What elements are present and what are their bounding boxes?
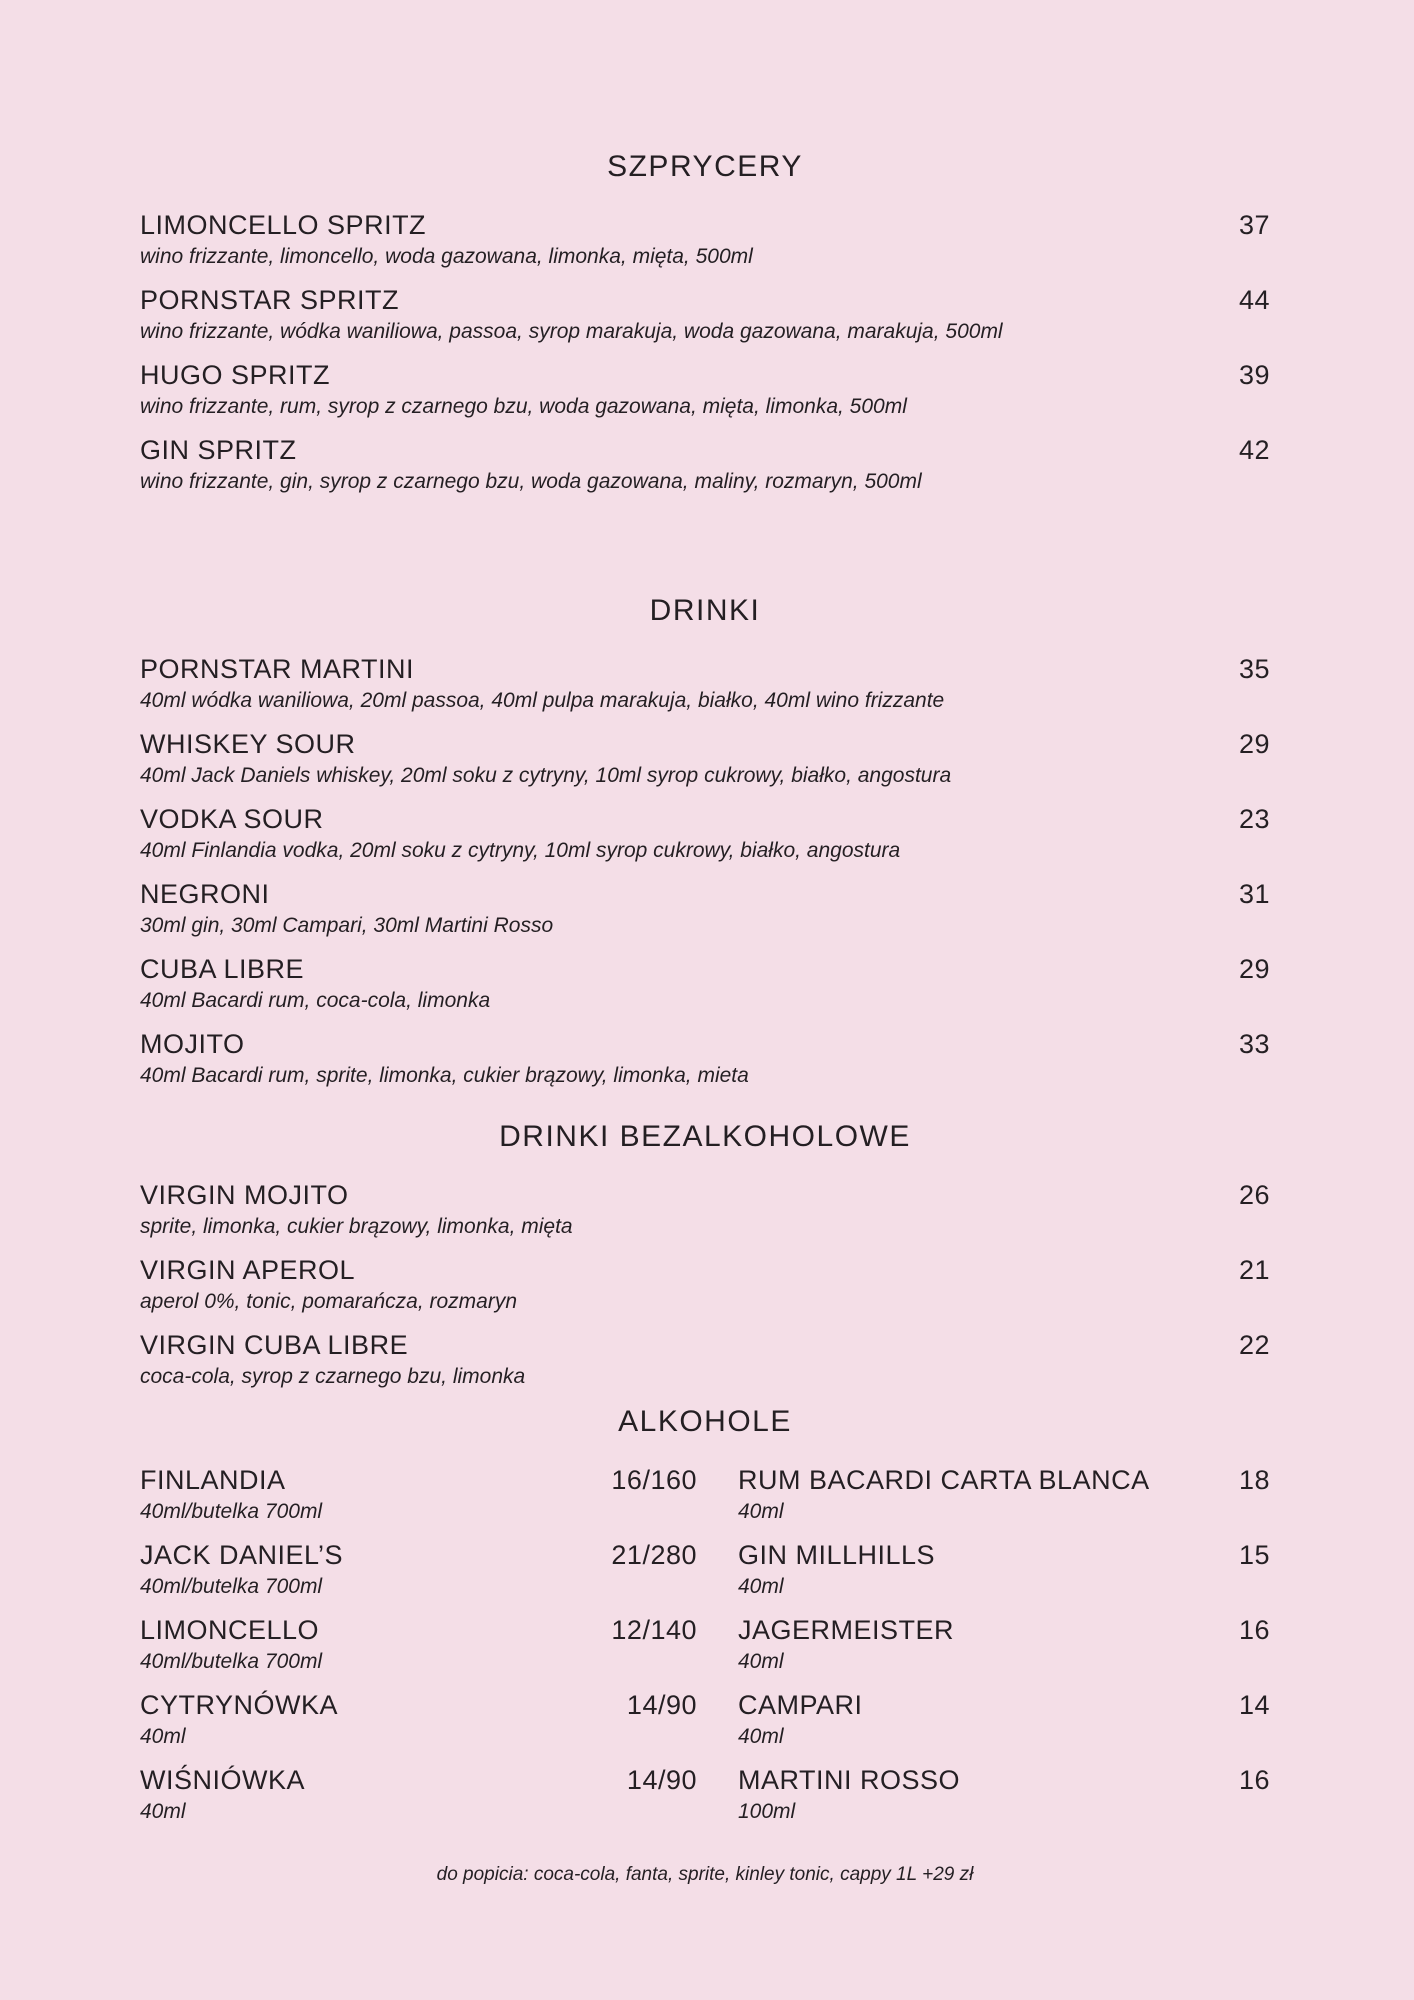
section-title: ALKOHOLE <box>618 1405 792 1438</box>
item-price: 33 <box>1238 1029 1270 1059</box>
item-name: GIN MILLHILLS <box>738 1540 936 1570</box>
item-description: 40ml <box>140 1800 186 1823</box>
item-name: WHISKEY SOUR <box>140 729 356 759</box>
menu-item <box>140 802 1270 864</box>
item-price: 21 <box>1238 1255 1270 1285</box>
item-price: 16 <box>1238 1765 1270 1795</box>
section-title: SZPRYCERY <box>607 150 803 183</box>
item-description: 100ml <box>738 1800 796 1823</box>
item-description: 40ml/butelka 700ml <box>140 1500 323 1523</box>
item-name: CAMPARI <box>738 1690 863 1720</box>
item-description: 40ml wódka waniliowa, 20ml passoa, 40ml pulpa marakuja, białko, 40ml wino frizzante <box>140 689 945 712</box>
item-price: 22 <box>1238 1330 1270 1360</box>
item-price: 39 <box>1238 360 1270 390</box>
menu-item <box>738 1688 1270 1750</box>
item-name: NEGRONI <box>140 879 270 909</box>
item-description: wino frizzante, rum, syrop z czarnego bzu, woda gazowana, mięta, limonka, 500ml <box>140 395 907 418</box>
item-price: 18 <box>1238 1465 1270 1495</box>
item-description: wino frizzante, gin, syrop z czarnego bzu, woda gazowana, maliny, rozmaryn, 500ml <box>140 470 922 493</box>
menu-item <box>140 1538 697 1600</box>
menu-item <box>140 358 1270 420</box>
item-description: 40ml/butelka 700ml <box>140 1650 323 1673</box>
menu-item <box>140 433 1270 495</box>
menu-item <box>140 208 1270 270</box>
item-price: 16/160 <box>611 1465 697 1495</box>
item-price: 26 <box>1238 1180 1270 1210</box>
menu-item <box>140 877 1270 939</box>
menu-item <box>140 1613 697 1675</box>
item-description: 40ml <box>140 1725 186 1748</box>
menu-item <box>140 652 1270 714</box>
menu-item <box>140 1178 1270 1240</box>
item-name: VODKA SOUR <box>140 804 324 834</box>
alcohols-column-right <box>738 1463 1270 1838</box>
item-description: 40ml Finlandia vodka, 20ml soku z cytryny, 10ml syrop cukrowy, białko, angostura <box>140 839 901 862</box>
menu-item <box>140 1328 1270 1390</box>
item-description: wino frizzante, limoncello, woda gazowana, limonka, mięta, 500ml <box>140 245 753 268</box>
item-name: MOJITO <box>140 1029 245 1059</box>
section-alkohole <box>140 1403 1270 1838</box>
item-description: 40ml <box>738 1500 784 1523</box>
item-price: 16 <box>1238 1615 1270 1645</box>
item-price: 35 <box>1238 654 1270 684</box>
item-name: CUBA LIBRE <box>140 954 305 984</box>
section-szprycery <box>140 148 1270 508</box>
section-title: DRINKI BEZALKOHOLOWE <box>499 1120 911 1153</box>
menu-item <box>140 1688 697 1750</box>
item-description: coca-cola, syrop z czarnego bzu, limonka <box>140 1365 526 1388</box>
item-description: 40ml <box>738 1725 784 1748</box>
menu-item <box>738 1538 1270 1600</box>
item-price: 12/140 <box>611 1615 697 1645</box>
item-price: 31 <box>1238 879 1270 909</box>
menu-item <box>140 952 1270 1014</box>
section-drinki-bezalkoholowe <box>140 1118 1270 1403</box>
item-price: 29 <box>1238 954 1270 984</box>
menu-item <box>140 1463 697 1525</box>
item-description: aperol 0%, tonic, pomarańcza, rozmaryn <box>140 1290 518 1313</box>
item-price: 14/90 <box>626 1765 697 1795</box>
alcohols-grid <box>140 1463 1270 1838</box>
item-price: 42 <box>1238 435 1270 465</box>
item-description: 40ml/butelka 700ml <box>140 1575 323 1598</box>
section-title: DRINKI <box>649 594 761 627</box>
item-name: PORNSTAR SPRITZ <box>140 285 400 315</box>
item-description: 40ml Bacardi rum, sprite, limonka, cukier brązowy, limonka, mieta <box>140 1064 749 1087</box>
menu-item <box>140 1253 1270 1315</box>
footer-note: do popicia: coca-cola, fanta, sprite, kinley tonic, cappy 1L +29 zł <box>436 1864 974 1885</box>
item-name: VIRGIN CUBA LIBRE <box>140 1330 409 1360</box>
item-description: 30ml gin, 30ml Campari, 30ml Martini Rosso <box>140 914 554 937</box>
item-name: GIN SPRITZ <box>140 435 297 465</box>
item-price: 29 <box>1238 729 1270 759</box>
item-description: sprite, limonka, cukier brązowy, limonka, mięta <box>140 1215 573 1238</box>
item-price: 15 <box>1238 1540 1270 1570</box>
item-price: 44 <box>1238 285 1270 315</box>
alcohols-column-left <box>140 1463 697 1838</box>
item-description: 40ml <box>738 1575 784 1598</box>
section-drinki <box>140 592 1270 1102</box>
item-description: 40ml Jack Daniels whiskey, 20ml soku z cytryny, 10ml syrop cukrowy, białko, angostura <box>140 764 952 787</box>
item-name: VIRGIN MOJITO <box>140 1180 349 1210</box>
item-name: PORNSTAR MARTINI <box>140 654 415 684</box>
menu-item <box>140 1027 1270 1089</box>
item-description: wino frizzante, wódka waniliowa, passoa, syrop marakuja, woda gazowana, marakuja, 500ml <box>140 320 1003 343</box>
item-name: FINLANDIA <box>140 1465 286 1495</box>
item-name: HUGO SPRITZ <box>140 360 331 390</box>
item-name: RUM BACARDI CARTA BLANCA <box>738 1465 1150 1495</box>
menu-item <box>140 283 1270 345</box>
item-name: VIRGIN APEROL <box>140 1255 356 1285</box>
item-description: 40ml <box>738 1650 784 1673</box>
menu-item <box>140 727 1270 789</box>
menu-item <box>738 1463 1270 1525</box>
menu-item <box>140 1763 697 1825</box>
item-price: 14 <box>1238 1690 1270 1720</box>
menu-item <box>738 1763 1270 1825</box>
item-price: 21/280 <box>611 1540 697 1570</box>
item-name: LIMONCELLO SPRITZ <box>140 210 427 240</box>
item-name: LIMONCELLO <box>140 1615 320 1645</box>
item-name: MARTINI ROSSO <box>738 1765 961 1795</box>
item-description: 40ml Bacardi rum, coca-cola, limonka <box>140 989 491 1012</box>
item-name: JACK DANIEL’S <box>140 1540 344 1570</box>
item-name: WIŚNIÓWKA <box>140 1765 305 1795</box>
item-name: CYTRYNÓWKA <box>140 1690 339 1720</box>
item-price: 37 <box>1238 210 1270 240</box>
item-name: JAGERMEISTER <box>738 1615 955 1645</box>
menu-item <box>738 1613 1270 1675</box>
item-price: 14/90 <box>626 1690 697 1720</box>
item-price: 23 <box>1238 804 1270 834</box>
